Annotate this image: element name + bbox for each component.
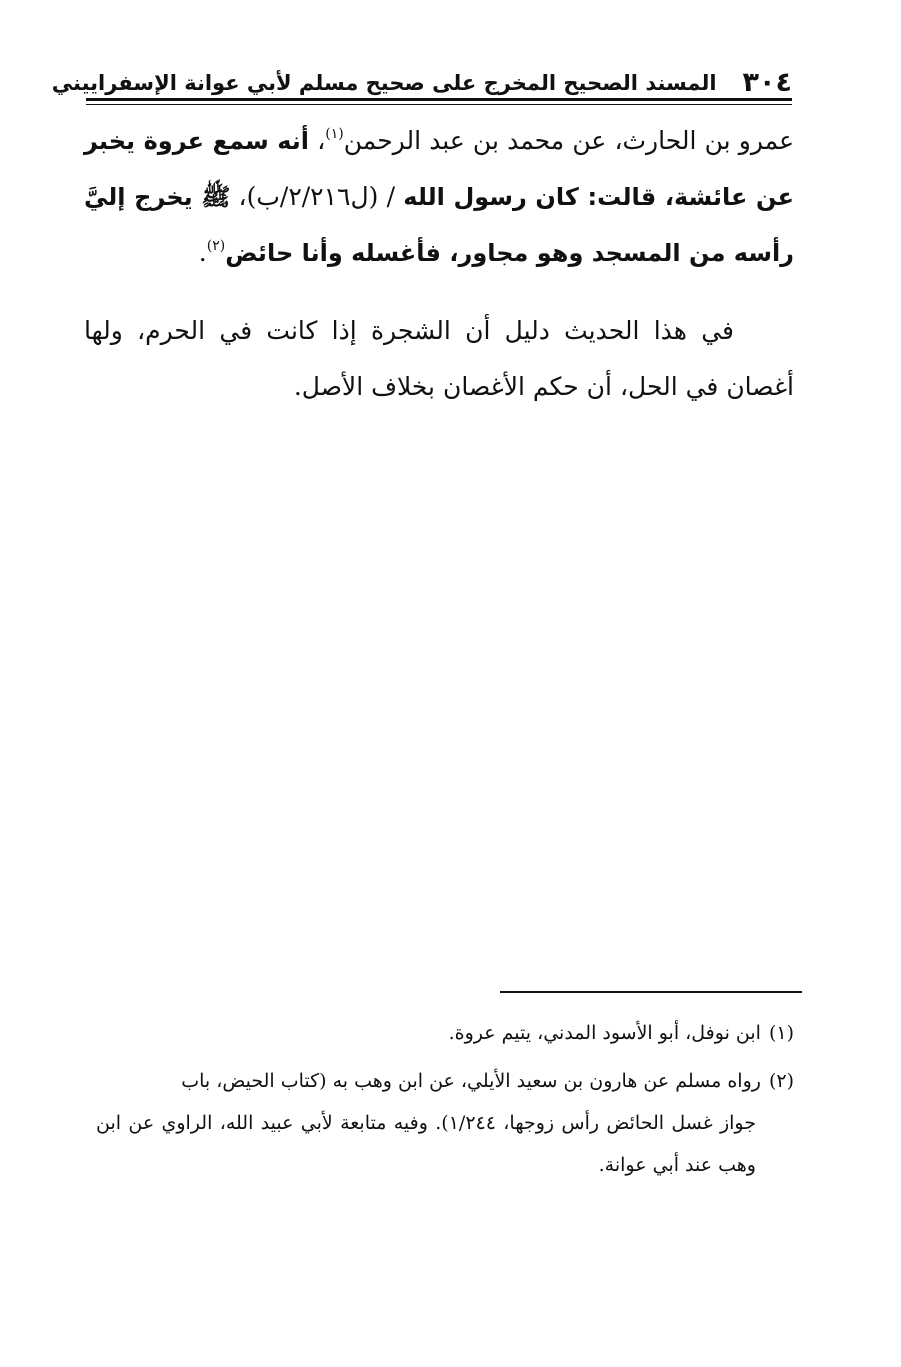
footnote-1 xyxy=(96,1012,794,1054)
commentary-paragraph: في هذا الحديث دليل أن الشجرة إذا كانت في الحرم، ولها أغصان في الحل، أن حكم الأغصان بخلاف الأصل. xyxy=(84,316,794,401)
footnote-separator xyxy=(500,991,802,993)
matn-text-2: ﷺ يخرج إليَّ رأسه من المسجد وهو مجاور، فأغسله وأنا حائض xyxy=(84,183,794,267)
footnote-ref-1[interactable]: (١) xyxy=(325,125,344,142)
manuscript-ref: / (ل٢/٢١٦/ب)، xyxy=(230,182,404,211)
running-title: المسند الصحيح المخرج على صحيح مسلم لأبي عوانة الإسفراييني xyxy=(51,71,717,95)
footnote-1-number: (١) xyxy=(768,1022,794,1044)
main-text xyxy=(84,113,794,415)
header-rule-thick xyxy=(86,98,792,101)
footnote-ref-2[interactable]: (٢) xyxy=(206,237,226,254)
header-rule-thin xyxy=(86,104,792,105)
footnote-1-text: ابن نوفل، أبو الأسود المدني، يتيم عروة. xyxy=(448,1022,761,1044)
footnote-2 xyxy=(96,1060,794,1102)
page-number: ٣٠٤ xyxy=(742,67,792,98)
hadith-paragraph xyxy=(84,113,794,281)
isnad-text: عمرو بن الحارث، عن محمد بن عبد الرحمن xyxy=(343,126,794,155)
footnotes xyxy=(96,1012,794,1186)
separator-text: ، xyxy=(309,126,326,155)
page-header xyxy=(51,56,792,100)
matn-text-1: أنه سمع عروة يخبر عن عائشة، قالت: كان رسول الله xyxy=(84,127,795,211)
footnote-2-continuation: جواز غسل الحائض رأس زوجها، ١/٢٤٤). وفيه متابعة لأبي عبيد الله، الراوي عن ابن وهب عند أبي عوانة. xyxy=(96,1112,756,1176)
end-period: . xyxy=(198,238,207,267)
footnote-2-line-1: رواه مسلم عن هارون بن سعيد الأيلي، عن ابن وهب به (كتاب الحيض، باب xyxy=(181,1070,761,1092)
footnote-2-number: (٢) xyxy=(768,1070,794,1092)
